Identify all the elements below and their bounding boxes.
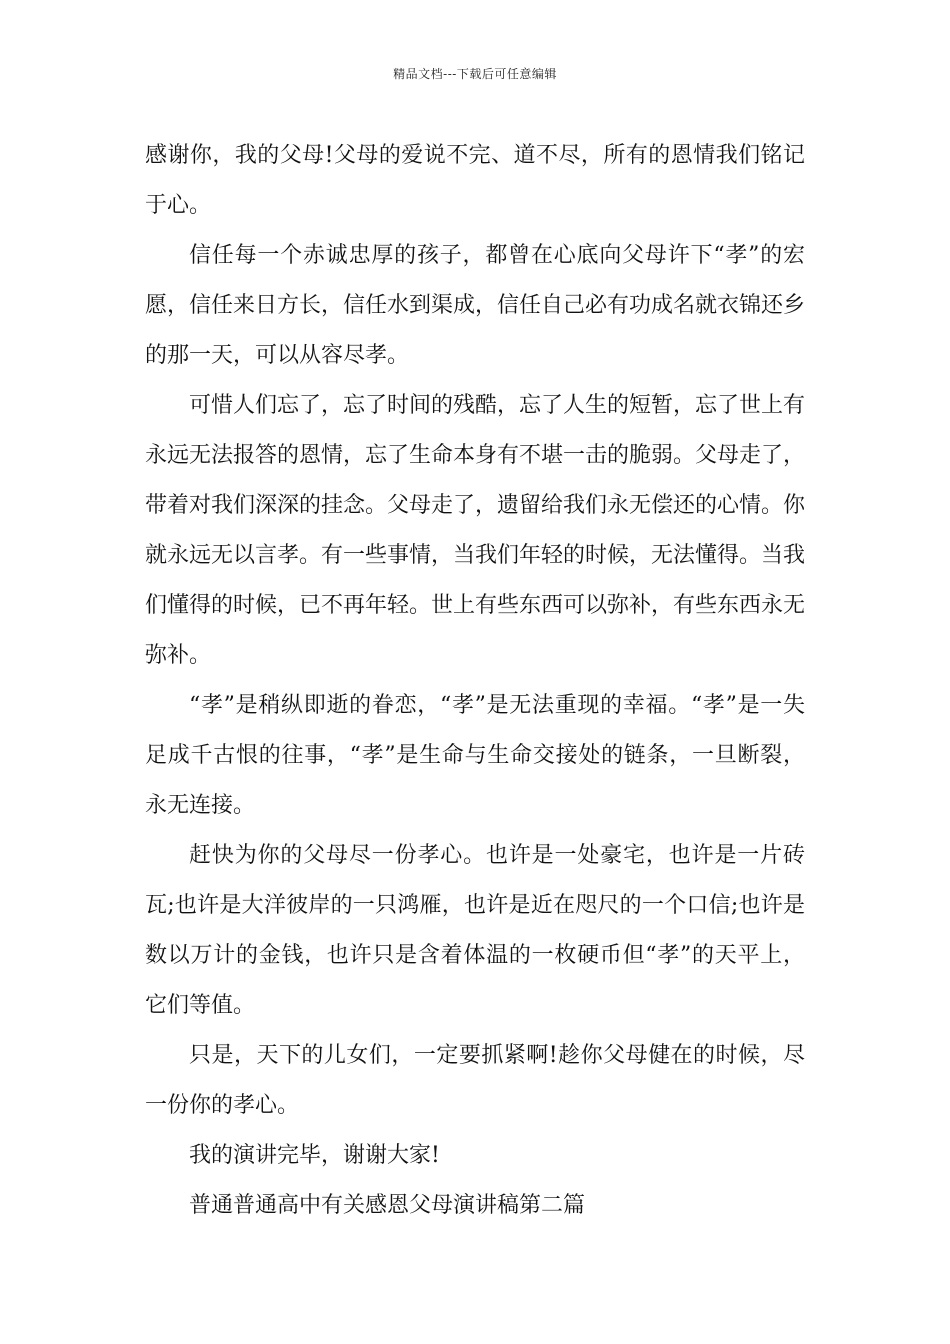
page-header: 精品文档---下载后可任意编辑 <box>393 67 557 81</box>
paragraph-1: 感谢你，我的父母!父母的爱说不完、道不尽，所有的恩情我们铭记于心。 <box>145 143 805 218</box>
paragraph-4: “孝”是稍纵即逝的眷恋，“孝”是无法重现的幸福。“孝”是一失足成千古恨的往事，“孝”是生命与生命交接处的链条，一旦断裂，永无连接。 <box>145 693 805 818</box>
paragraph-3: 可惜人们忘了，忘了时间的残酷，忘了人生的短暂，忘了世上有永远无法报答的恩情，忘了生命本身有不堪一击的脆弱。父母走了，带着对我们深深的挂念。父母走了，遗留给我们永无偿还的心情。你就永远无以言孝。有一些事情，当我们年轻的时候，无法懂得。当我们懂得的时候，已不再年轻。世上有些东西可以弥补，有些东西永无弥补。 <box>145 393 806 668</box>
paragraph-5: 赶快为你的父母尽一份孝心。也许是一处豪宅，也许是一片砖瓦;也许是大洋彼岸的一只鸿雁，也许是近在咫尺的一个口信;也许是数以万计的金钱，也许只是含着体温的一枚硬币但“孝”的天平上，它们等值。 <box>145 843 805 1018</box>
paragraph-7: 我的演讲完毕，谢谢大家! <box>189 1143 440 1168</box>
document-body <box>145 131 805 1231</box>
section-title: 普通普通高中有关感恩父母演讲稿第二篇 <box>189 1193 586 1218</box>
paragraph-2: 信任每一个赤诚忠厚的孩子，都曾在心底向父母许下“孝”的宏愿，信任来日方长，信任水到渠成，信任自己必有功成名就衣锦还乡的那一天，可以从容尽孝。 <box>145 243 806 368</box>
paragraph-6: 只是，天下的儿女们，一定要抓紧啊!趁你父母健在的时候，尽一份你的孝心。 <box>145 1043 805 1118</box>
